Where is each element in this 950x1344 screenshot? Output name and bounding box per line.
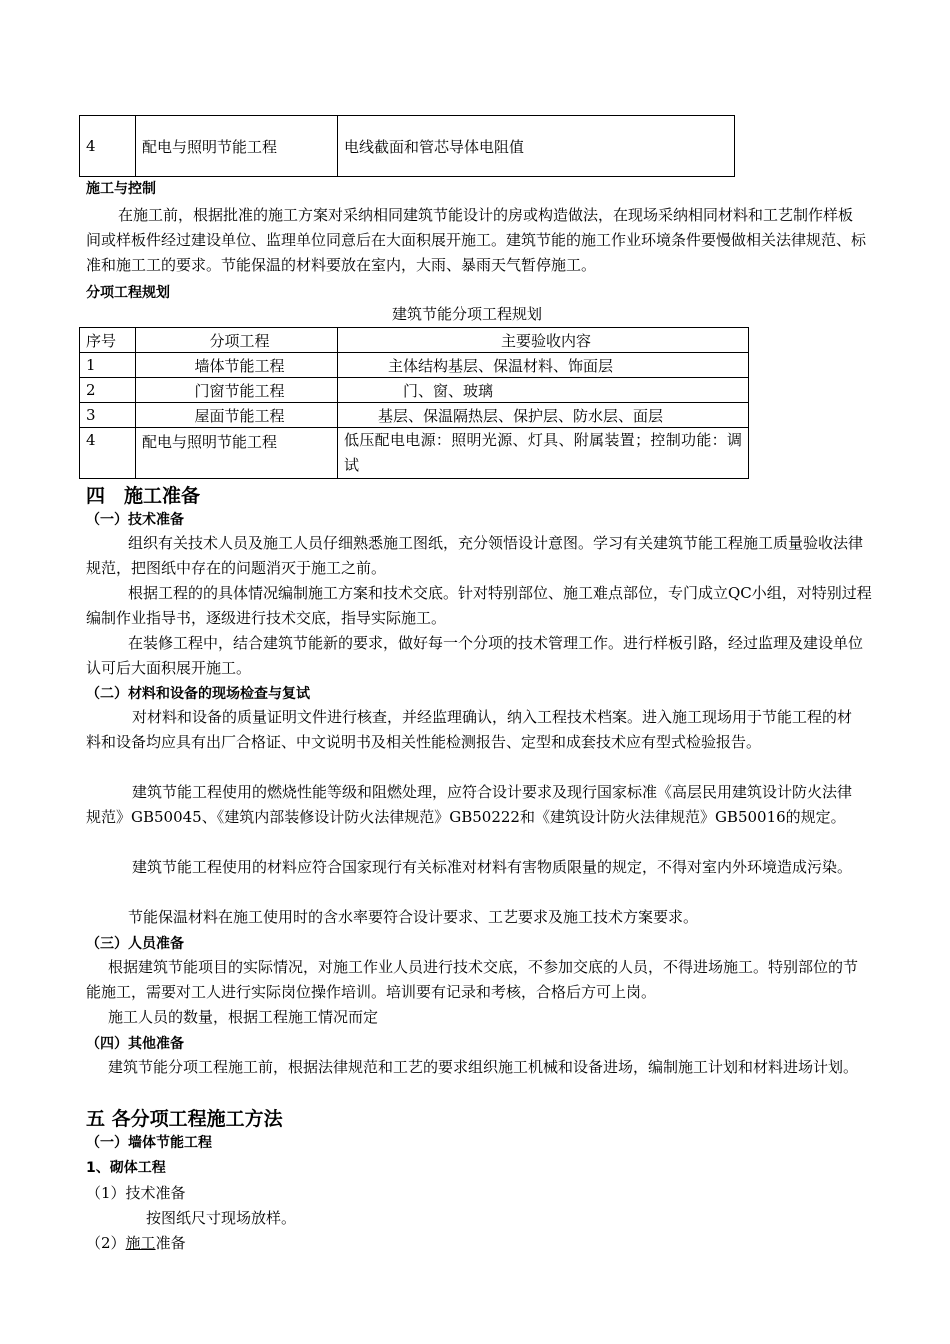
section4-p1: 组织有关技术人员及施工人员仔细熟悉施工图纸，充分领悟设计意图。学习有关建筑节能工程施工质量验收法律规范，把图纸中存在的问题消灭于施工之前。	[86, 534, 864, 577]
plan-row-num: 3	[80, 403, 136, 428]
plan-header-content: 主要验收内容	[338, 328, 749, 353]
plan-row-content: 低压配电电源：照明光源、灯具、附属装置；控制功能：调试	[338, 428, 749, 479]
section5-item1-text: 按图纸尺寸现场放样。	[146, 1209, 297, 1227]
section4-sub1: （一）技术准备	[86, 512, 184, 528]
section4-p3: 在装修工程中，结合建筑节能新的要求，做好每一个分项的技术管理工作。进行样板引路，经过监理及建设单位认可后大面积展开施工。	[86, 634, 864, 677]
plan-header-num: 序号	[80, 328, 136, 353]
section4-p9: 施工人员的数量，根据工程施工情况而定	[108, 1008, 379, 1026]
plan-row-content: 门、窗、玻璃	[338, 378, 749, 403]
plan-row-item: 墙体节能工程	[136, 353, 338, 378]
section5-item2	[86, 1232, 186, 1253]
section4-sub4: （四）其他准备	[86, 1036, 184, 1052]
plan-header-item: 分项工程	[136, 328, 338, 353]
top-table	[79, 115, 735, 177]
section4-title: 四 施工准备	[86, 485, 201, 507]
section5-title: 五 各分项工程施工方法	[86, 1108, 283, 1130]
top-table-item: 配电与照明节能工程	[136, 116, 338, 177]
section4-p4: 对材料和设备的质量证明文件进行核查，并经监理确认，纳入工程技术档案。进入施工现场用于节能工程的材料和设备均应具有出厂合格证、中文说明书及相关性能检测报告、定型和成套技术应有型式检验报告。	[86, 708, 853, 751]
plan-row-item: 屋面节能工程	[136, 403, 338, 428]
top-table-content: 电线截面和管芯导体电阻值	[338, 116, 735, 177]
section4-p5: 建筑节能工程使用的燃烧性能等级和阻燃处理，应符合设计要求及现行国家标准《高层民用建筑设计防火法律规范》GB50045、《建筑内部装修设计防火法律规范》GB50222和《建筑设计防火法律规范》GB50016的规定。	[86, 783, 853, 826]
section5-item2-prefix: （2）	[86, 1234, 126, 1252]
plan-row-num: 4	[80, 428, 136, 479]
plan-row-content: 基层、保温隔热层、保护层、防水层、面层	[338, 403, 749, 428]
plan-row-num: 2	[80, 378, 136, 403]
section4-p10: 建筑节能分项工程施工前，根据法律规范和工艺的要求组织施工机械和设备进场，编制施工计划和材料进场计划。	[108, 1058, 859, 1076]
control-paragraph: 在施工前，根据批准的施工方案对采纳相同建筑节能设计的房或构造做法，在现场采纳相同材料和工艺制作样板间或样板件经过建设单位、监理单位同意后在大面积展开施工。建筑节能的施工作业环境条件要慢做相关法律规范、标准和施工工的要求。节能保温的材料要放在室内，大雨、暴雨天气暂停施工。	[86, 206, 867, 274]
plan-heading: 分项工程规划	[86, 285, 170, 301]
control-heading: 施工与控制	[86, 181, 156, 197]
section4-p8: 根据建筑节能项目的实际情况，对施工作业人员进行技术交底，不参加交底的人员，不得进场施工。特别部位的节能施工，需要对工人进行实际岗位操作培训。培训要有记录和考核，合格后方可上岗。	[86, 958, 859, 1001]
section4-sub2: （二）材料和设备的现场检查与复试	[86, 686, 310, 702]
plan-table-title: 建筑节能分项工程规划	[392, 305, 543, 323]
section4-p2: 根据工程的的具体情况编制施工方案和技术交底。针对特别部位、施工难点部位，专门成立QC小组，对特别过程编制作业指导书，逐级进行技术交底，指导实际施工。	[86, 584, 872, 627]
section4-p6: 建筑节能工程使用的材料应符合国家现行有关标准对材料有害物质限量的规定，不得对室内外环境造成污染。	[132, 858, 853, 876]
section5-sub1-1: 1、砌体工程	[86, 1160, 166, 1176]
plan-row-item: 门窗节能工程	[136, 378, 338, 403]
section5-item2-suffix: 准备	[155, 1234, 186, 1252]
plan-row-item: 配电与照明节能工程	[136, 428, 338, 479]
section4-p7: 节能保温材料在施工使用时的含水率要符合设计要求、工艺要求及施工技术方案要求。	[128, 908, 699, 926]
section5-item1: （1）技术准备	[86, 1184, 186, 1202]
section5-sub1: （一）墙体节能工程	[86, 1135, 212, 1151]
plan-table	[79, 327, 749, 479]
plan-row-num: 1	[80, 353, 136, 378]
section4-sub3: （三）人员准备	[86, 936, 184, 952]
section5-item2-link[interactable]: 施工	[125, 1234, 156, 1252]
top-table-num: 4	[80, 116, 136, 177]
plan-row-content: 主体结构基层、保温材料、饰面层	[338, 353, 749, 378]
